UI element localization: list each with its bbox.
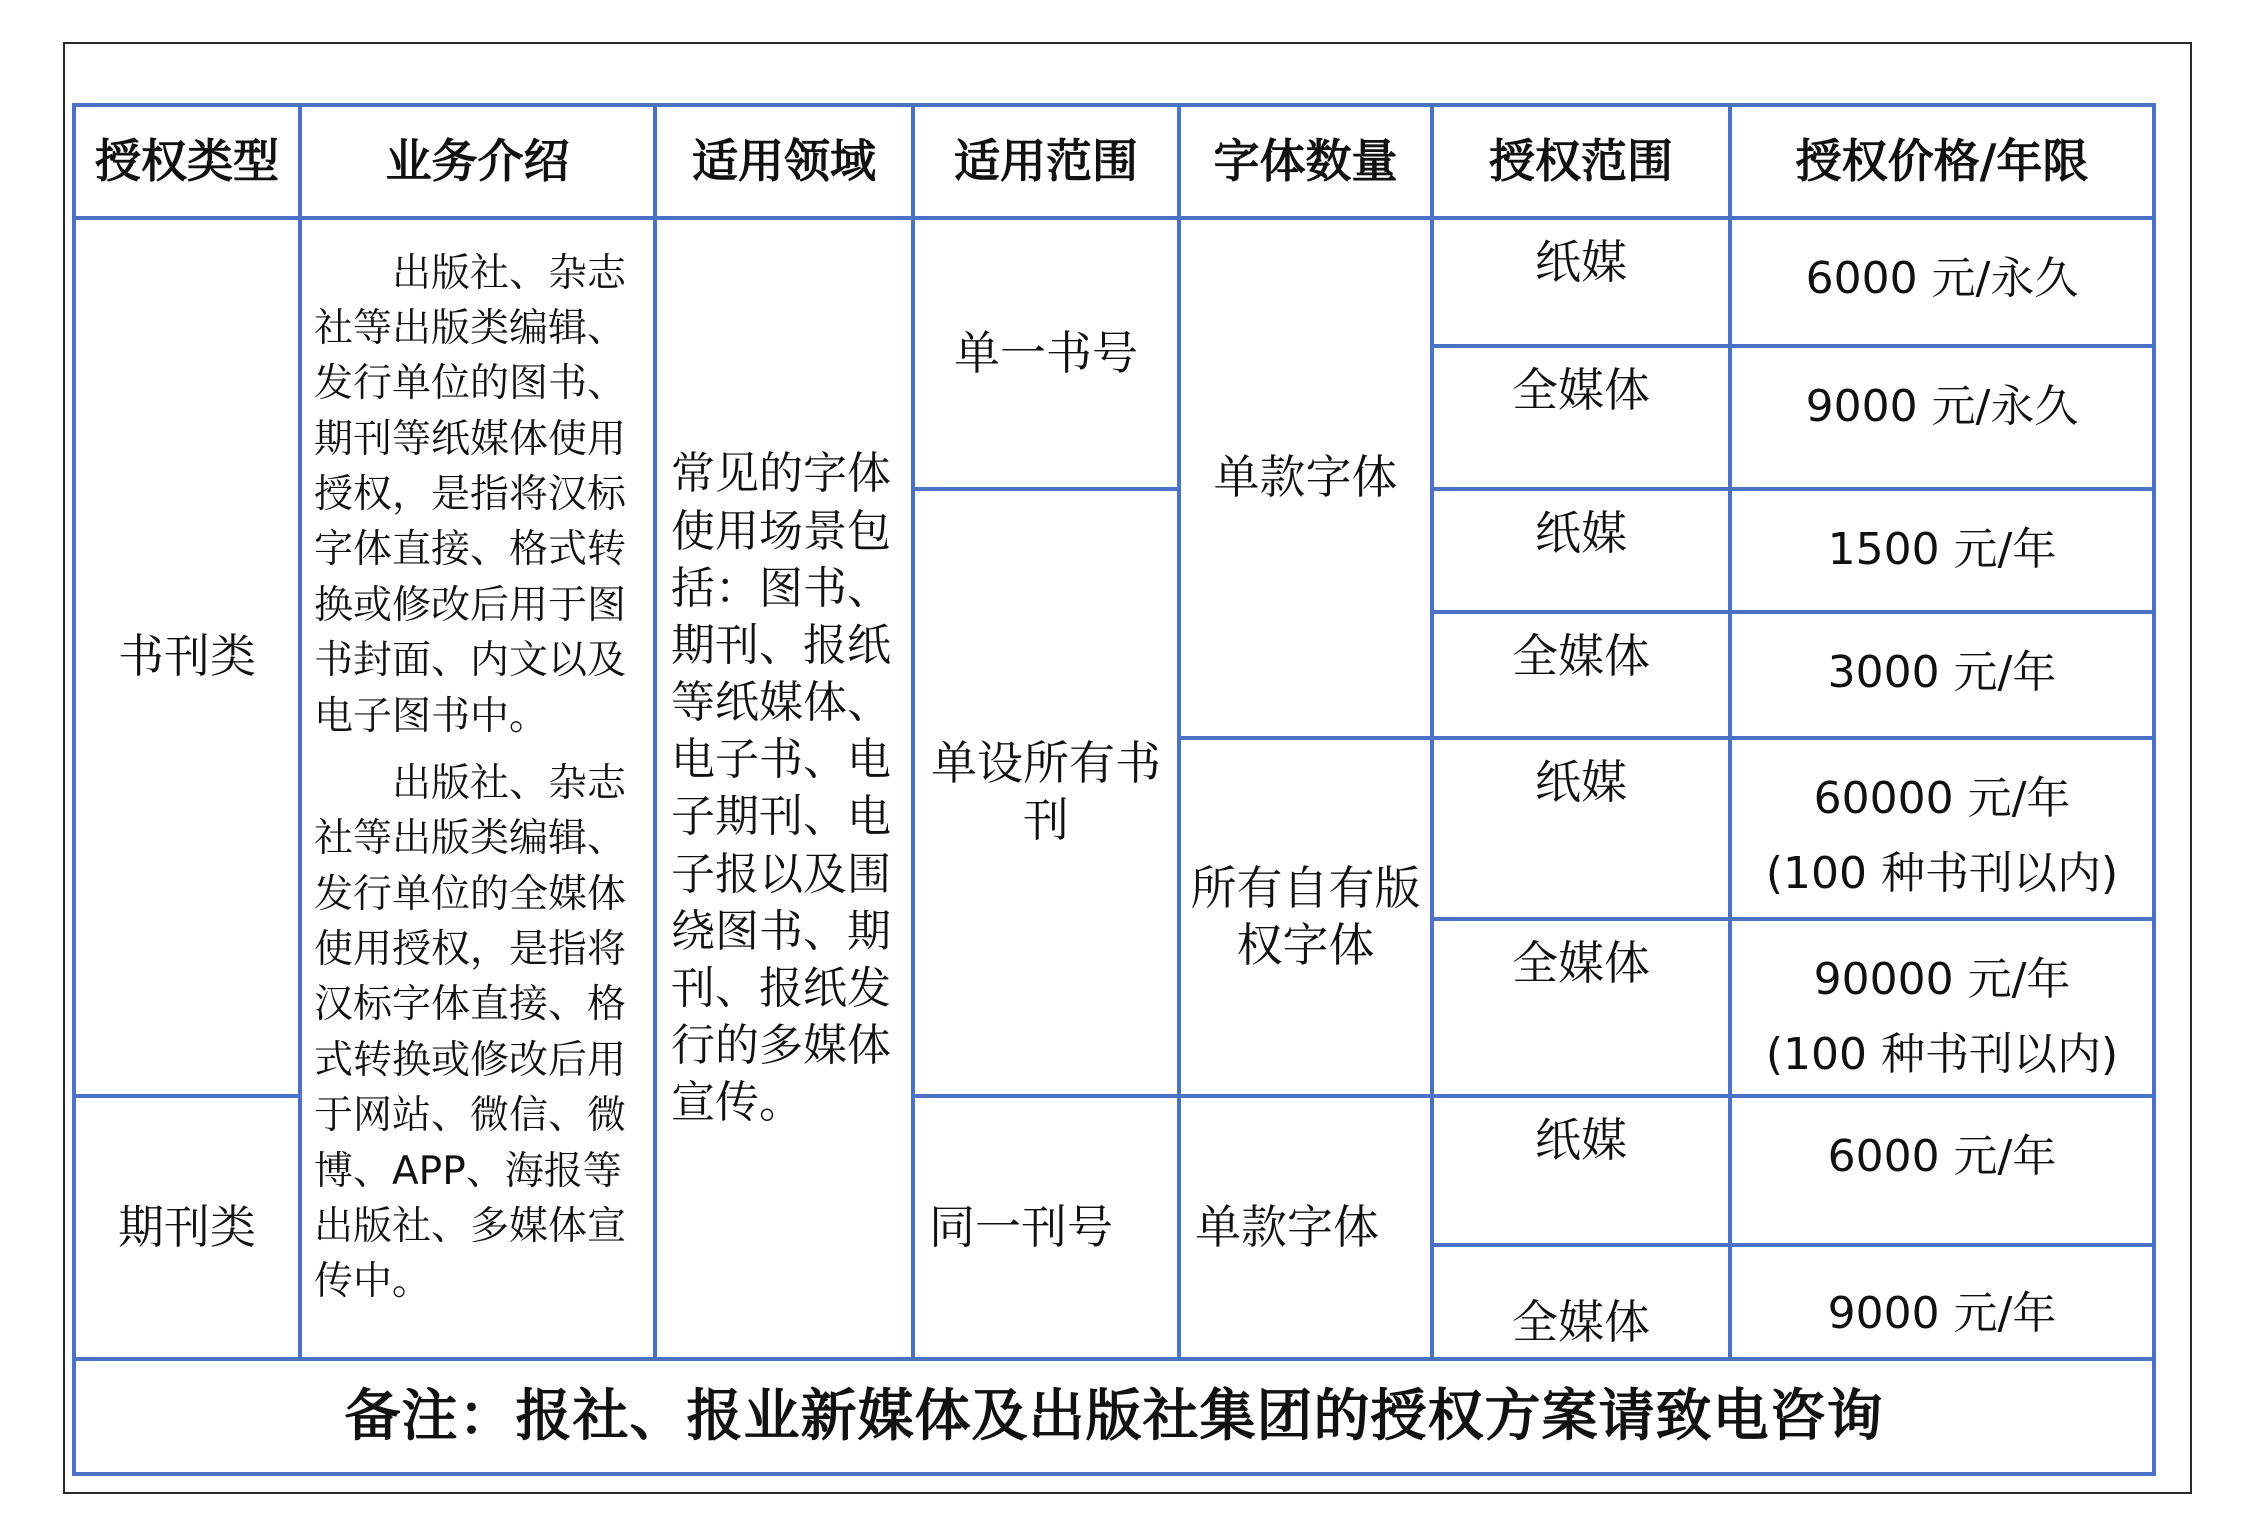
header-application-domain: 适用领域 [655,105,913,218]
header-license-scope: 授权范围 [1432,105,1730,218]
price-text: 1500 元/年 [1827,523,2057,575]
price-text: 3000 元/年 [1827,646,2057,698]
media-type: 全媒体 [1432,612,1730,739]
price-value [1730,612,2154,739]
application-domain-cell: 常见的字体使用场景包括：图书、期刊、报纸等纸媒体、电子书、电子期刊、电子报以及围绕图书、期刊、报纸发行的多媒体宣传。 [655,218,913,1360]
remark-text: 备注：报社、报业新媒体及出版社集团的授权方案请致电咨询 [74,1359,2154,1474]
media-type: 全媒体 [1432,919,1730,1096]
intro-paragraph-all-media: 出版社、杂志社等出版类编辑、发行单位的全媒体使用授权，是指将汉标字体直接、格式转换或修改后用于网站、微信、微博、APP、海报等出版社、多媒体宣传中。 [314,760,627,1305]
scope-all-books: 单设所有书刊 [913,489,1179,1096]
font-count-single-2: 单款字体 [1179,1096,1432,1359]
remark-row [74,1359,2154,1474]
price-value [1730,1096,2154,1245]
header-price-term: 授权价格/年限 [1730,105,2154,218]
price-value [1730,919,2154,1096]
header-business-intro: 业务介绍 [300,105,655,218]
price-value [1730,346,2154,489]
price-note: (100 种书刊以内) [1765,848,2119,899]
media-type: 纸媒 [1432,738,1730,919]
price-value [1730,489,2154,612]
media-type: 纸媒 [1432,218,1730,347]
scope-same-issue: 同一刊号 [913,1096,1179,1359]
media-type: 纸媒 [1432,489,1730,612]
price-text: 90000 元/年 [1813,954,2071,1006]
table-row [74,218,2154,347]
header-row [74,105,2154,218]
license-pricing-table [72,103,2156,1476]
price-value [1730,218,2154,347]
price-text: 9000 元/永久 [1805,381,2079,433]
font-count-all-owned: 所有自有版权字体 [1179,738,1432,1096]
header-license-type: 授权类型 [74,105,300,218]
price-text: 6000 元/永久 [1805,252,2079,304]
price-note: (100 种书刊以内) [1765,1028,2119,1080]
price-value [1730,1245,2154,1360]
type-books: 书刊类 [74,218,300,1096]
intro-paragraph-print: 出版社、杂志社等出版类编辑、发行单位的图书、期刊等纸媒体使用授权，是指将汉标字体直接、格式转换或修改后用于图书封面、内文以及电子图书中。 [314,250,627,739]
type-periodicals: 期刊类 [74,1096,300,1359]
price-text: 60000 元/年 [1813,773,2071,825]
business-intro-cell [300,218,655,1360]
scope-single-book: 单一书号 [913,218,1179,489]
media-type: 全媒体 [1432,1245,1730,1360]
media-type: 全媒体 [1432,346,1730,489]
price-text: 9000 元/年 [1827,1287,2057,1339]
media-type: 纸媒 [1432,1096,1730,1245]
header-application-scope: 适用范围 [913,105,1179,218]
price-value [1730,738,2154,919]
header-font-count: 字体数量 [1179,105,1432,218]
font-count-single: 单款字体 [1179,218,1432,739]
price-text: 6000 元/年 [1827,1131,2057,1183]
